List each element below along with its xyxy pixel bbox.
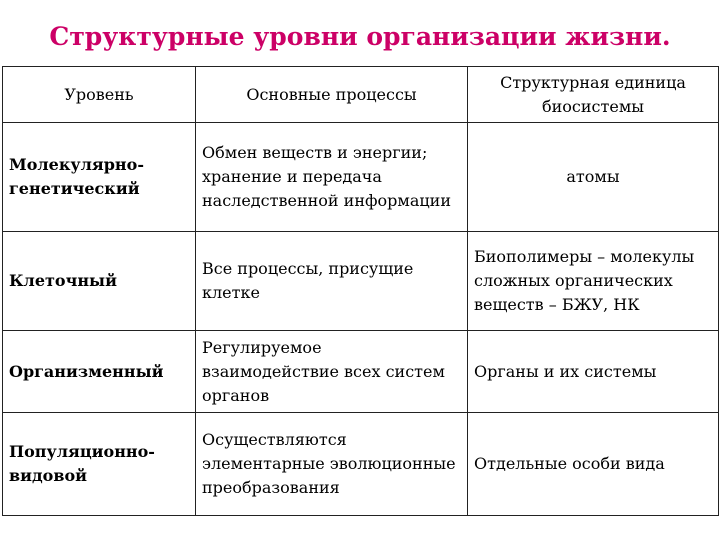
unit-cell: Органы и их системы (468, 330, 719, 413)
unit-cell: атомы (468, 123, 719, 232)
processes-cell: Обмен веществ и энергии; хранение и передача наследственной информации (196, 123, 468, 232)
levels-table (2, 66, 719, 516)
table-row (3, 330, 719, 413)
table-header-row (3, 67, 719, 123)
processes-cell: Все процессы, присущие клетке (196, 232, 468, 331)
unit-cell: Биополимеры – молекулы сложных органических веществ – БЖУ, НК (468, 232, 719, 331)
header-processes: Основные процессы (196, 67, 468, 123)
table-row (3, 123, 719, 232)
table-row (3, 413, 719, 516)
level-cell: Молекулярно-генетический (3, 123, 196, 232)
level-cell: Популяционно-видовой (3, 413, 196, 516)
level-cell: Клеточный (3, 232, 196, 331)
processes-cell: Осуществляются элементарные эволюционные преобразования (196, 413, 468, 516)
level-cell: Организменный (3, 330, 196, 413)
unit-cell: Отдельные особи вида (468, 413, 719, 516)
processes-cell: Регулируемое взаимодействие всех систем органов (196, 330, 468, 413)
header-unit: Структурная единица биосистемы (468, 67, 719, 123)
header-level: Уровень (3, 67, 196, 123)
slide-title: Структурные уровни организации жизни. (49, 22, 671, 51)
table-row (3, 232, 719, 331)
